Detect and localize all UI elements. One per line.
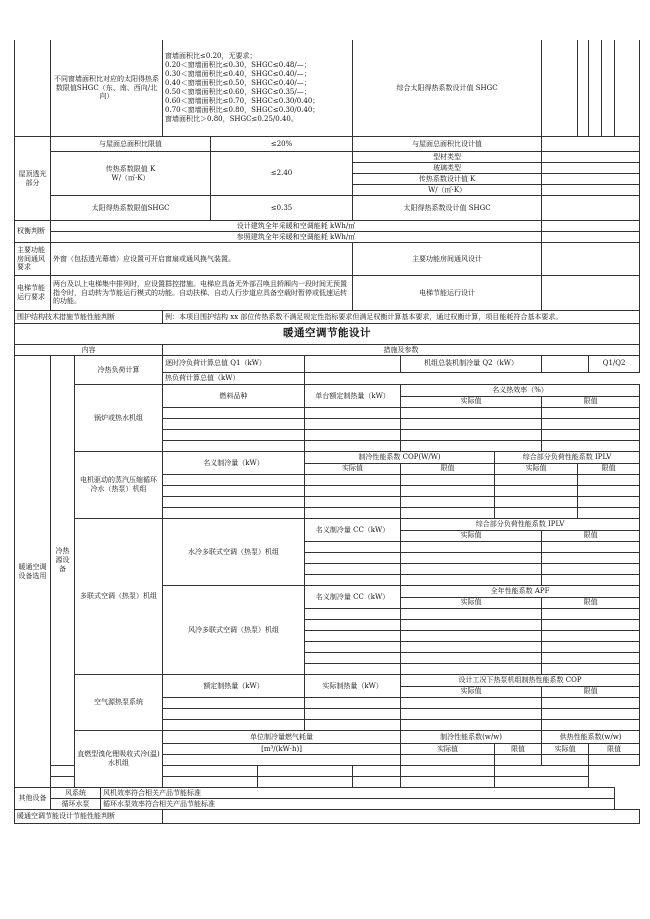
vrf-label: 多联式空调（热泵）机组	[75, 519, 163, 675]
chiller-iplv-actual: 实际值	[495, 463, 578, 475]
boiler-actual: 实际值	[401, 396, 542, 408]
vrf-air-apf: 全年性能系数 APF	[401, 586, 640, 598]
absorption-cool-limit: 限值	[495, 744, 542, 755]
boiler-rated-heat: 单台额定制热量（kW）	[305, 385, 401, 408]
skylight-ratio-limit: ≤20%	[211, 137, 353, 152]
absorption-heat-limit: 限值	[589, 744, 640, 755]
absorption-label: 直燃型溴化锂吸收式冷(温)水机组	[75, 731, 163, 788]
elevator-design-label: 电梯节能运行设计	[353, 276, 542, 311]
boiler-label: 锅炉或热水机组	[75, 385, 163, 452]
fan-system-label: 风系统	[51, 788, 101, 799]
skylight-shgc-limit: ≤0.35	[211, 196, 353, 221]
skylight-k-limit: ≤2.40	[211, 152, 353, 196]
window-shgc-design-label: 综合太阳得热系数设计值 SHGC	[353, 40, 542, 137]
skylight-glass-label: 玻璃类型	[353, 163, 542, 174]
skylight-profile-label: 型材类型	[353, 152, 542, 163]
chiller-cop-actual: 实际值	[305, 463, 401, 475]
skylight-k-design-unit: W/（㎡·K）	[353, 185, 542, 196]
absorption-gas: 单位制冷量燃气耗量	[163, 731, 401, 744]
ashp-actual: 实际值	[401, 686, 542, 698]
vrf-water-label: 水冷多联式空调（热泵）机组	[163, 519, 305, 586]
window-shgc-label: 不同窗墙面积比对应的太阳得热系数限值SHGC（东、南、西向/北向）	[51, 40, 163, 137]
window-shgc-row	[15, 40, 640, 137]
absorption-cool: 制冷性能系数(w/w)	[401, 731, 542, 744]
ashp-actual-heat: 实际制热量（kW）	[305, 675, 401, 698]
hvac-section-title: 暖通空调节能设计	[15, 324, 640, 345]
pump-label: 循环水泵	[51, 799, 101, 810]
other-equipment-label: 其他设备	[15, 788, 51, 810]
vrf-water-actual: 实际值	[401, 530, 542, 542]
fan-system-text: 风机效率符合相关产品节能标准	[101, 788, 615, 799]
ashp-cop: 设计工况下热泵机组制热性能系数 COP	[401, 675, 640, 687]
load-heating-total: 热负荷计算总值（kW）	[163, 372, 305, 384]
window-shgc-lines: 窗墙面积比≤0.20，无要求； 0.20＜窗墙面积比≤0.30，SHGC≤0.48/—； 0.30＜窗墙面积比≤0.40，SHGC≤0.40/—； 0.40＜窗墙面积比≤0.50，SHGC≤0.40/—； 0.50＜窗墙面积比≤0.60，SHGC≤0.35/—； 0.60＜窗墙面积比≤0.70，SHGC≤0.30/0.40； 0.70＜窗墙面积比≤0.80，SHGC≤0.30/0.40； 窗墙面积比＞0.80，SHGC≤0.25/0.40。	[163, 40, 353, 137]
boiler-limit: 限值	[542, 396, 640, 408]
envelope-judgement-label: 围护结构技术措施节能性能判断	[15, 311, 163, 324]
skylight-ratio-design-label: 与屋面总面积比设计值	[353, 137, 542, 152]
chiller-cop: 制冷性能系数 COP(W/W)	[305, 452, 495, 464]
chiller-capacity: 名义制冷量（kW）	[163, 452, 305, 475]
vrf-air-label: 风冷多联式空调（热泵）机组	[163, 586, 305, 675]
pump-text: 循环水泵效率符合相关产品节能标准	[101, 799, 615, 810]
vrf-air-limit: 限值	[542, 597, 640, 609]
load-installed-capacity: 机组总装机制冷量 Q2（kW）	[401, 356, 542, 373]
envelope-judgement-text: 例：本项目围护结构 xx 部位传热系数不满足规定性指标要求但满足权衡计算基本要求，通过权衡计算，项目能耗符合基本要求。	[163, 311, 640, 324]
hvac-judgement-label: 暖通空调节能设计节能性能判断	[15, 810, 163, 824]
tradeoff-label: 权衡判断	[15, 221, 51, 243]
chiller-iplv: 综合部分负荷性能系数 IPLV	[495, 452, 640, 464]
vrf-water-iplv: 综合部分负荷性能系数 IPLV	[401, 519, 640, 531]
boiler-fuel: 燃料品种	[163, 385, 305, 408]
vrf-air-capacity: 名义制冷量 CC（kW）	[305, 586, 401, 609]
skylight-k-design-label: 传热系数设计值 K	[353, 174, 542, 185]
vrf-water-limit: 限值	[542, 530, 640, 542]
skylight-shgc-label: 太阳得热系数限值SHGC	[51, 196, 211, 221]
ashp-rated-heat: 额定制热量（kW）	[163, 675, 305, 698]
absorption-heat: 供热性能系数(w/w)	[542, 731, 640, 744]
tradeoff-reference-energy: 参照建筑全年采暖和空调能耗 kWh/㎡	[51, 232, 542, 243]
form-table	[14, 40, 640, 824]
absorption-heat-actual: 实际值	[542, 744, 589, 755]
elevator-requirement: 两台及以上电梯集中排列时，应设置群控措施。电梯应具备无外部召唤且轿厢内一段时间无预置指令时，自动转为节能运行模式的功能。自动扶梯、自动人行步道应具备空载时暂停或低速运转的功能。	[51, 276, 353, 311]
elevator-label: 电梯节能运行要求	[15, 276, 51, 311]
hvac-measures-header: 措施及参数	[163, 345, 640, 356]
hvac-selection-label: 暖通空调设备选用	[15, 356, 51, 788]
ventilation-design-label: 主要功能房间通风设计	[353, 243, 542, 276]
ventilation-requirement: 外窗（包括透光幕墙）应设置可开启窗扇或通风换气装置。	[51, 243, 353, 276]
chiller-iplv-limit: 限值	[578, 463, 640, 475]
hvac-content-header: 内容	[15, 345, 163, 356]
load-calc-label: 冷热负荷计算	[75, 356, 163, 385]
vrf-water-capacity: 名义制冷量 CC（kW）	[305, 519, 401, 542]
absorption-cool-actual: 实际值	[401, 744, 495, 755]
vrf-air-actual: 实际值	[401, 597, 542, 609]
cold-heat-source-label: 冷热源设备	[51, 356, 75, 766]
tradeoff-design-energy: 设计建筑全年采暖和空调能耗 kWh/㎡	[51, 221, 542, 232]
skylight-section-label: 屋顶透光部分	[15, 137, 51, 221]
skylight-shgc-design-label: 太阳得热系数设计值 SHGC	[353, 196, 542, 221]
skylight-ratio-label: 与屋面总面积比限值	[51, 137, 211, 152]
chiller-label: 电机驱动的蒸汽压缩循环冷水（热泵）机组	[75, 452, 163, 519]
absorption-gas-unit: [m³/(kW·h)]	[163, 744, 401, 755]
skylight-k-label: 传热系数限值 K W/（㎡·K）	[51, 152, 211, 196]
load-cooling-total: 逐时冷负荷计算总值 Q1（kW）	[163, 356, 305, 373]
energy-design-form	[14, 40, 635, 824]
ashp-label: 空气源热泵系统	[75, 675, 163, 731]
chiller-cop-limit: 限值	[401, 463, 495, 475]
load-ratio: Q1/Q2	[589, 356, 640, 373]
ventilation-label: 主要功能房间通风要求	[15, 243, 51, 276]
boiler-efficiency: 名义热效率（%）	[401, 385, 640, 397]
ashp-limit: 限值	[542, 686, 640, 698]
